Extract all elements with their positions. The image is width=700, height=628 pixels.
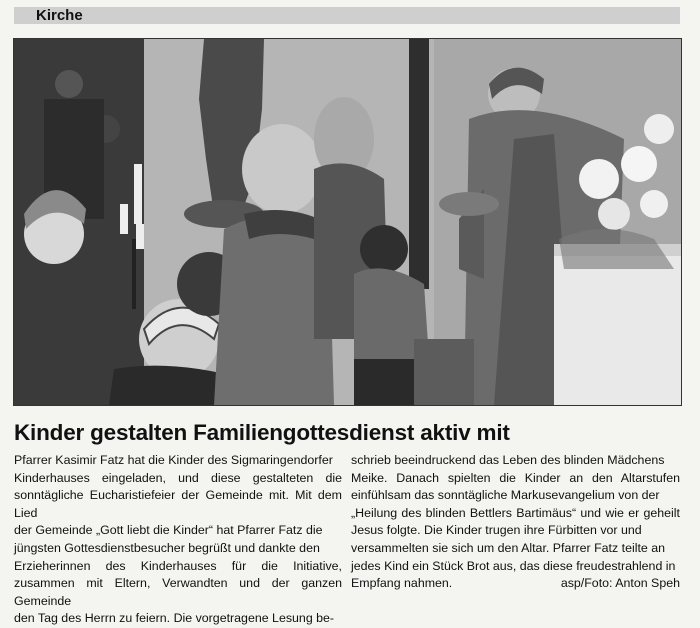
article-headline: Kinder gestalten Familiengottesdienst aktiv mit — [14, 420, 510, 445]
paragraph-line — [351, 575, 680, 593]
paragraph-end: Empfang nahmen. — [351, 576, 453, 591]
paragraph-line: Kinderhauses eingeladen, und diese gestalteten die sonntägliche Eucharistiefeier der Gemeinde mit. Mit dem Lied — [14, 470, 342, 520]
paragraph-line: den Tag des Herrn zu feiern. Die vorgetragene Lesung be- — [14, 611, 335, 626]
section-header-bar — [14, 7, 680, 24]
photo-credit: asp/Foto: Anton Speh — [560, 576, 680, 591]
section-label: Kirche — [36, 7, 83, 24]
paragraph-line: „Heilung des blinden Bettlers Bartimäus“ und wie er geheilt Jesus folgte. Die Kinder trugen ihre Fürbitten vor und — [351, 505, 680, 538]
paragraph-line: jedes Kind ein Stück Brot aus, das diese freudestrahlend in — [351, 558, 676, 573]
paragraph-line: schrieb beeindruckend das Leben des blinden Mädchens — [351, 453, 665, 467]
paragraph-line: versammelten sie sich um den Altar. Pfarrer Fatz teilte an — [351, 540, 666, 555]
photo-illustration — [14, 39, 681, 405]
paragraph-line: jüngsten Gottesdienstbesucher begrüßt und dankte den — [14, 540, 320, 555]
paragraph-line: der Gemeinde „Gott liebt die Kinder“ hat Pfarrer Fatz die — [14, 523, 323, 538]
article-column-2 — [351, 452, 680, 593]
paragraph-line: Pfarrer Kasimir Fatz hat die Kinder des Sigmaringendorfer — [14, 453, 333, 467]
article-photo — [13, 38, 682, 406]
paragraph-line: Erzieherinnen des Kinderhauses für die Initiative, zusammen mit Eltern, Verwandten und der ganzen Gemeinde — [14, 558, 342, 608]
article-column-1 — [14, 452, 342, 628]
paragraph-line: Meike. Danach spielten die Kinder an den Altarstufen einfühlsam das sonntägliche Markusevangelium von der — [351, 470, 680, 503]
